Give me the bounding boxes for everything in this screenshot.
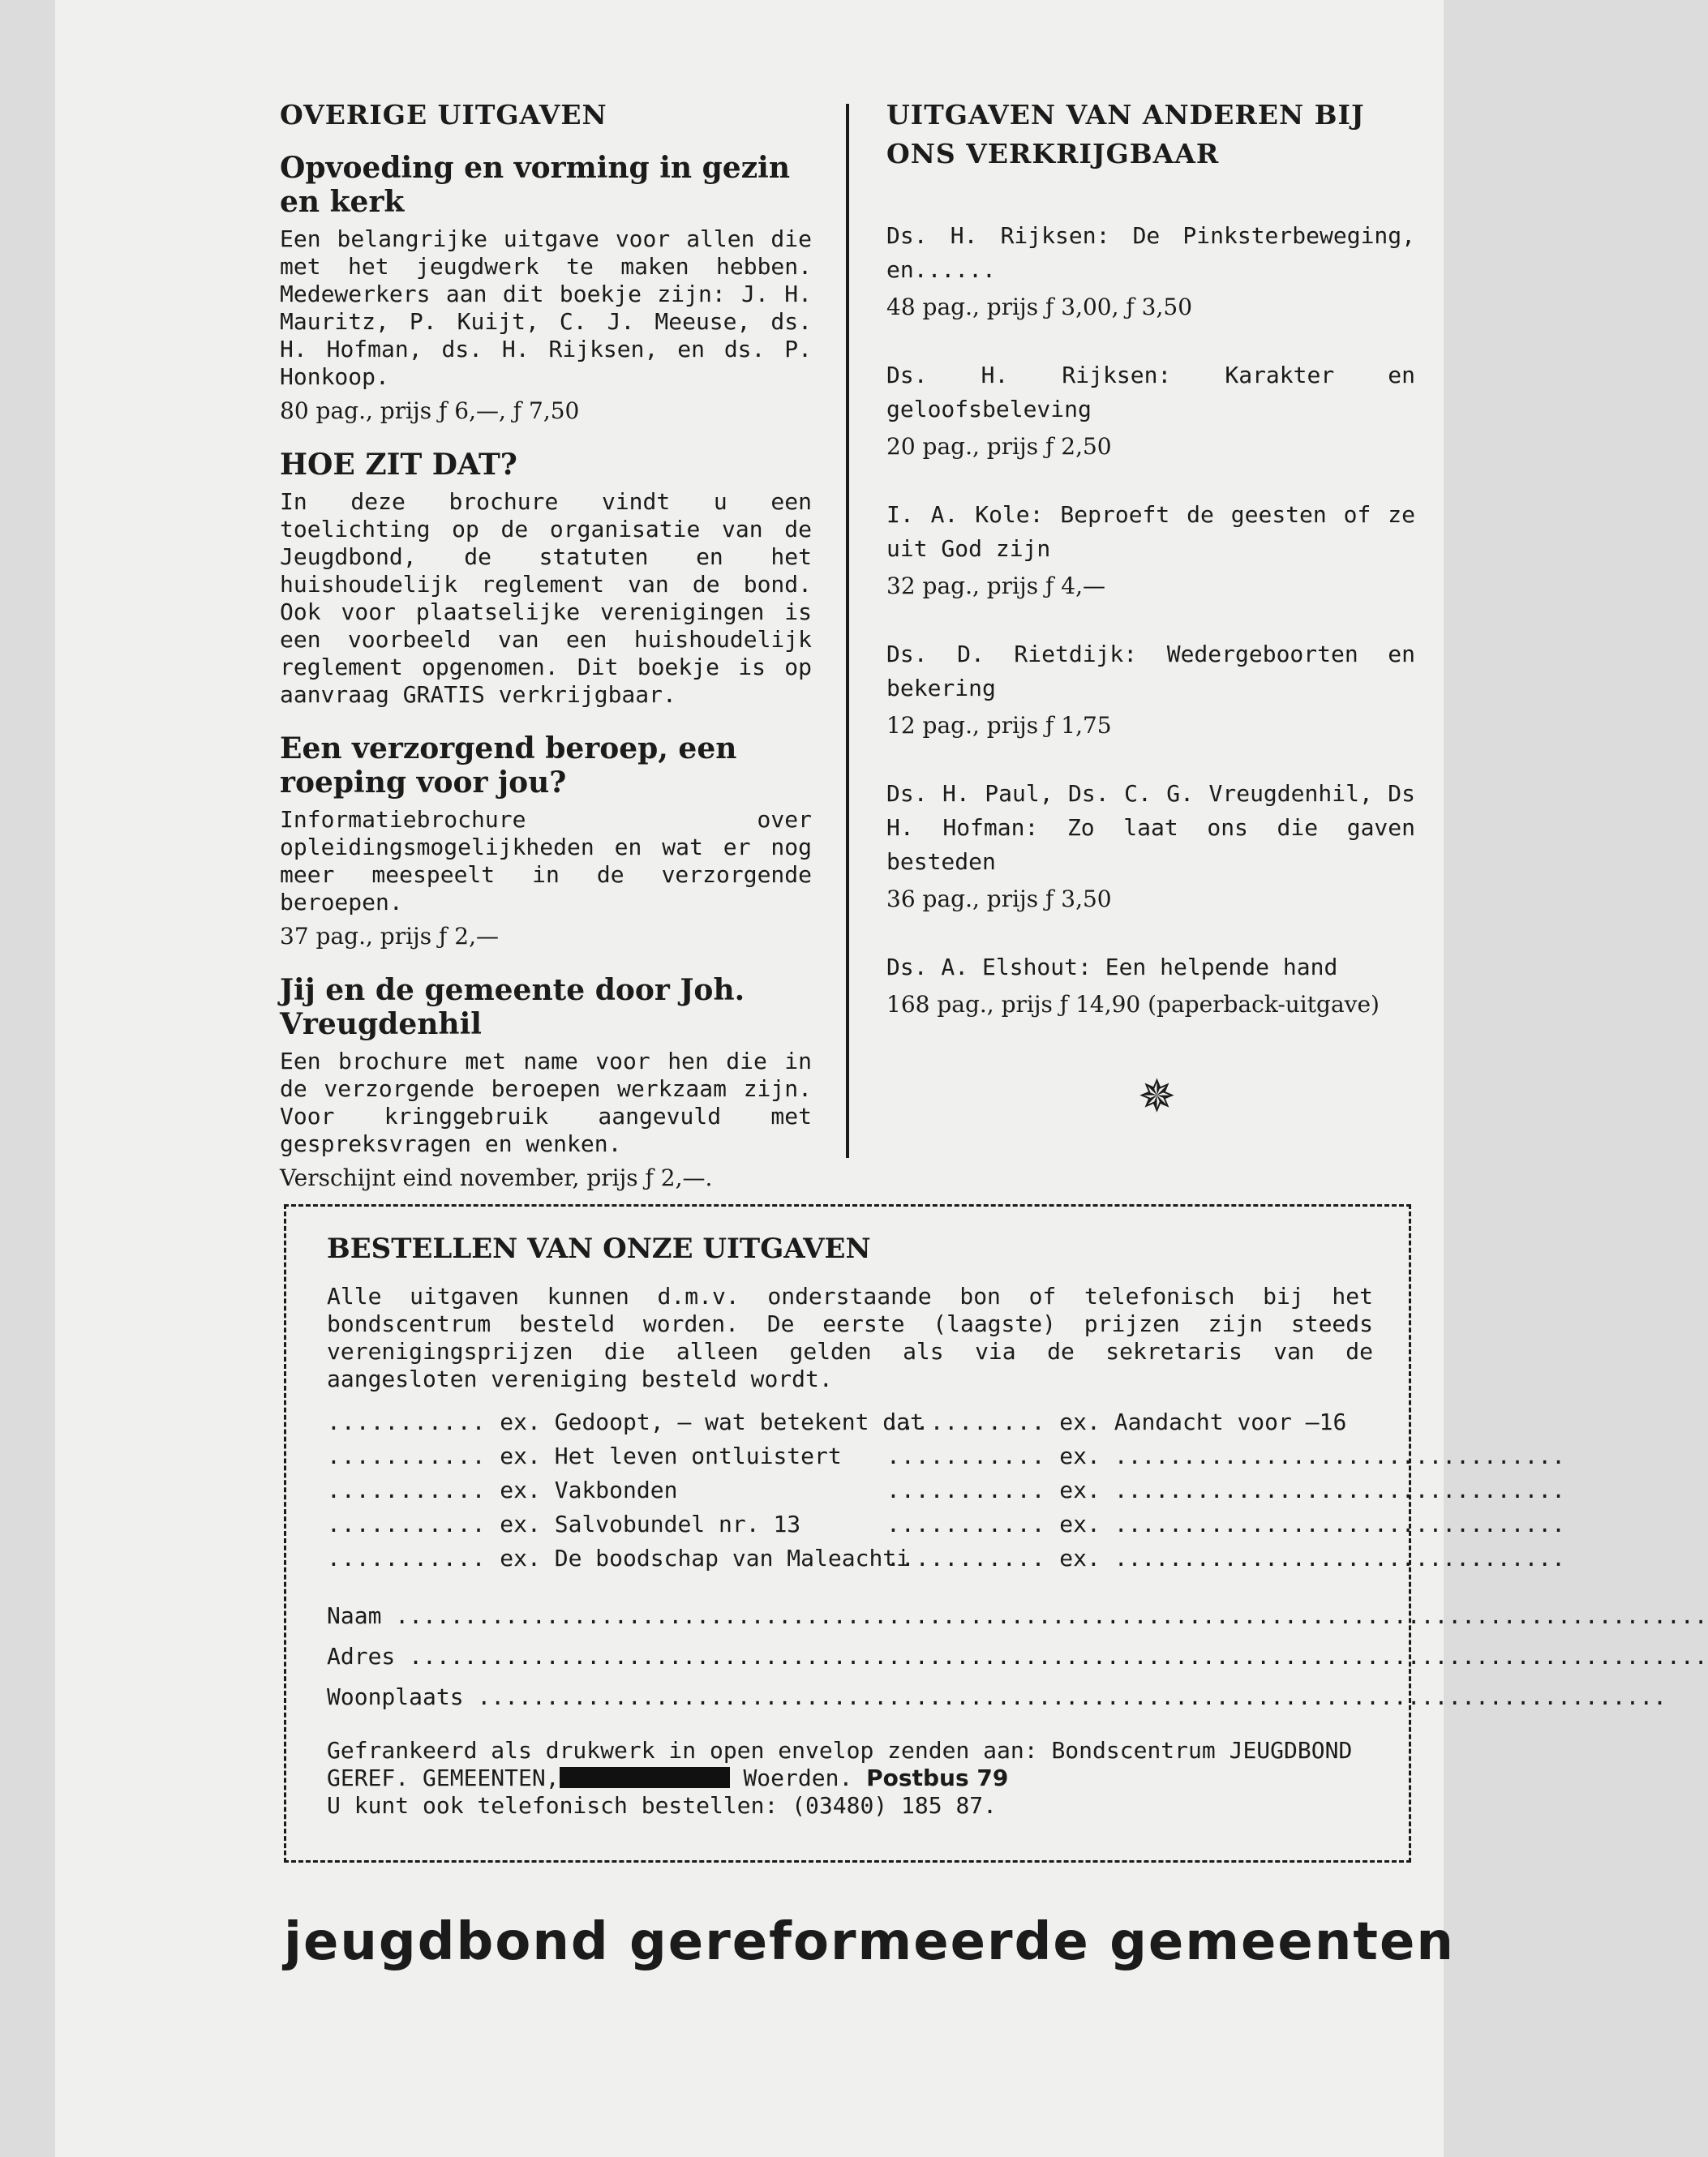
section-heading-overige: OVERIGE UITGAVEN	[280, 99, 607, 131]
quantity-field[interactable]: ...........	[327, 1545, 487, 1572]
item-title: Een verzorgend beroep, een roeping voor jou?	[280, 731, 737, 800]
quantity-field[interactable]: ...........	[886, 1545, 1046, 1572]
list-item	[886, 777, 1415, 916]
list-item	[886, 219, 1415, 324]
page	[55, 0, 1708, 2157]
order-line[interactable]	[327, 1476, 886, 1505]
quantity-field[interactable]: ...........	[886, 1511, 1046, 1537]
order-line[interactable]	[327, 1510, 886, 1539]
order-line-label: ex. .................................	[1059, 1443, 1566, 1469]
order-line-label: ex. .................................	[1059, 1511, 1566, 1537]
city: Woerden.	[743, 1765, 853, 1791]
order-title: BESTELLEN VAN ONZE UITGAVEN	[327, 1233, 871, 1265]
quantity-field[interactable]: ...........	[886, 1477, 1046, 1503]
left-column	[280, 96, 812, 1215]
order-line[interactable]	[886, 1476, 1566, 1505]
item-text: Een belangrijke uitgave voor allen die met het jeugdwerk te maken hebben. Medewerkers aan dit boekje zijn: J. H. Mauritz, P. Kuijt, C. J. Meeuse, ds. H. Hofman, ds. H. Rijksen, en ds. P. Honkoop.	[280, 225, 812, 390]
brand-footer: jeugdbond gereformeerde gemeenten	[284, 1912, 1455, 1972]
order-lines	[327, 1408, 1566, 1573]
item-title: Jij en de gemeente door Joh. Vreugdenhil	[280, 973, 745, 1041]
quantity-field[interactable]: ...........	[327, 1477, 487, 1503]
order-form	[284, 1204, 1708, 1863]
item-text: Ds. A. Elshout: Een helpende hand	[886, 954, 1338, 980]
order-line-label: ex. Salvobundel nr. 13	[500, 1511, 801, 1537]
address-field[interactable]: Adres ...............................................................................................	[327, 1643, 1708, 1670]
column-divider	[846, 104, 849, 1158]
item-price: 37 pag., prijs ƒ 2,—	[280, 923, 499, 950]
quantity-field[interactable]: ...........	[327, 1409, 487, 1435]
item-price: Verschijnt eind november, prijs ƒ 2,—.	[280, 1164, 713, 1191]
order-intro: Alle uitgaven kunnen d.m.v. onderstaande bon of telefonisch bij het bondscentrum besteld worden. De eerste (laagste) prijzen zijn steeds verenigingsprijzen die alleen gelden als via de sekretaris van de aangesloten vereniging besteld wordt.	[327, 1283, 1373, 1392]
order-line[interactable]	[886, 1442, 1566, 1471]
po-box: Postbus 79	[866, 1765, 1009, 1791]
item-text: In deze brochure vindt u een toelichting op de organisatie van de Jeugdbond, de statuten en het huishoudelijk reglement van de bond. Ook voor plaatselijke verenigingen is een voorbeeld van een huishoudelijk reglement opgenomen. Dit boekje is op aanvraag GRATIS verkrijgbaar.	[280, 488, 812, 708]
item-price: 80 pag., prijs ƒ 6,—, ƒ 7,50	[280, 397, 580, 424]
order-line-label: ex. Aandacht voor —16	[1059, 1409, 1347, 1435]
order-line[interactable]	[886, 1510, 1566, 1539]
order-line-label: ex. .................................	[1059, 1477, 1566, 1503]
quantity-field[interactable]: ...........	[327, 1443, 487, 1469]
item-price: 32 pag., prijs ƒ 4,—	[886, 572, 1105, 599]
quantity-field[interactable]: ...........	[327, 1511, 487, 1537]
list-item	[886, 950, 1415, 1022]
item-price: 168 pag., prijs ƒ 14,90 (paperback-uitgave)	[886, 991, 1380, 1018]
order-line-label: ex. Gedoopt, — wat betekent dat	[500, 1409, 924, 1435]
item-text: Ds. H. Paul, Ds. C. G. Vreugdenhil, Ds H. Hofman: Zo laat ons die gaven besteden	[886, 780, 1415, 875]
item-title: HOE ZIT DAT?	[280, 448, 517, 482]
order-line-label: ex. De boodschap van Maleachti	[500, 1545, 911, 1572]
list-item	[886, 637, 1415, 743]
name-field[interactable]: Naam ................................................................................................	[327, 1602, 1708, 1629]
order-line[interactable]	[327, 1544, 911, 1573]
order-line[interactable]	[327, 1408, 924, 1437]
star-ornament-icon: ✵	[1138, 1070, 1176, 1123]
order-footer	[327, 1737, 1373, 1820]
item-price: 48 pag., prijs ƒ 3,00, ƒ 3,50	[886, 294, 1193, 320]
item-text: Ds. H. Rijksen: Karakter en geloofsbeleving	[886, 362, 1415, 422]
item-text: Informatiebrochure over opleidingsmogelijkheden en wat er nog meer meespeelt in de verzorgende beroepen.	[280, 806, 812, 916]
phone-instructions: U kunt ook telefonisch bestellen: (03480) 185 87.	[327, 1792, 998, 1819]
item-title: Opvoeding en vorming in gezin en kerk	[280, 151, 790, 219]
order-line-label: ex. .................................	[1059, 1545, 1566, 1572]
quantity-field[interactable]: ...........	[886, 1409, 1046, 1435]
order-line-label: ex. Het leven ontluistert	[500, 1443, 842, 1469]
section-heading-anderen: UITGAVEN VAN ANDEREN BIJ ONS VERKRIJGBAAR	[886, 99, 1365, 169]
redaction-bar	[560, 1767, 730, 1788]
item-text: Een brochure met name voor hen die in de verzorgende beroepen werkzaam zijn. Voor kringgebruik aangevuld met gespreksvragen en wenken.	[280, 1048, 812, 1157]
quantity-field[interactable]: ...........	[886, 1443, 1046, 1469]
order-line[interactable]	[886, 1408, 1373, 1437]
item-text: I. A. Kole: Beproeft de geesten of ze uit God zijn	[886, 501, 1415, 562]
order-line-label: ex. Vakbonden	[500, 1477, 678, 1503]
item-price: 20 pag., prijs ƒ 2,50	[886, 433, 1112, 460]
item-text: Ds. D. Rietdijk: Wedergeboorten en bekering	[886, 641, 1415, 701]
item-price: 12 pag., prijs ƒ 1,75	[886, 712, 1112, 739]
list-item	[886, 498, 1415, 603]
shipping-instructions: Gefrankeerd als drukwerk in open envelop zenden aan: Bondscentrum JEUGDBOND GEREF. GEMEENTEN,	[327, 1737, 1353, 1791]
order-line[interactable]	[886, 1544, 1566, 1573]
city-field[interactable]: Woonplaats .......................................................................................	[327, 1683, 1667, 1710]
item-text: Ds. H. Rijksen: De Pinksterbeweging, en......	[886, 222, 1415, 283]
order-line[interactable]	[327, 1442, 886, 1471]
order-form-content	[327, 1231, 1708, 1820]
right-column	[886, 96, 1415, 1056]
list-item	[886, 358, 1415, 464]
item-price: 36 pag., prijs ƒ 3,50	[886, 886, 1112, 912]
